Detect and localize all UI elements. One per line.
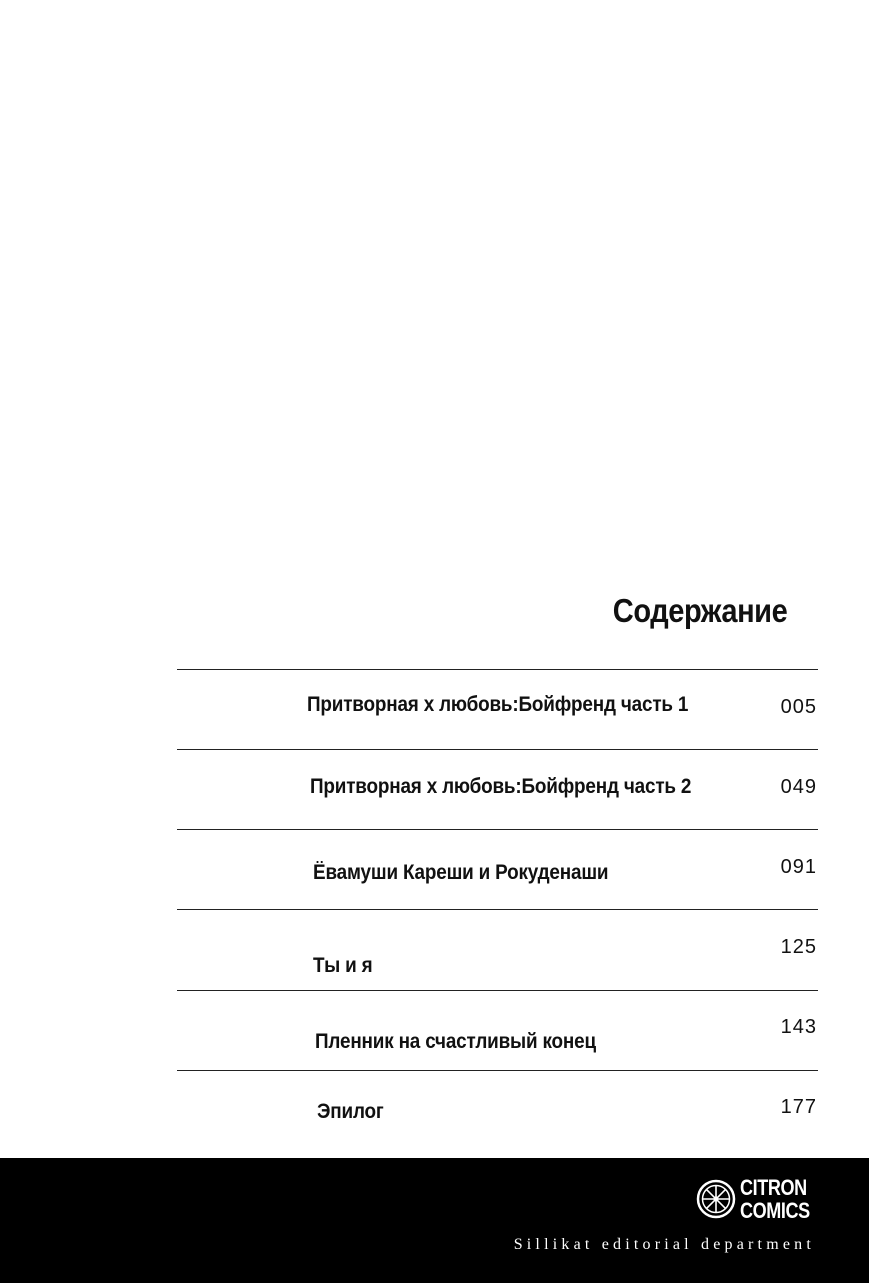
citrus-slice-icon xyxy=(696,1179,736,1219)
toc-title: Содержание xyxy=(612,592,787,629)
brand xyxy=(696,1176,825,1222)
brand-text xyxy=(740,1176,810,1222)
divider xyxy=(177,829,818,830)
brand-line-1: CITRON xyxy=(740,1175,807,1200)
toc-entry-title: Пленник на счастливый конец xyxy=(315,1030,596,1053)
divider xyxy=(177,1070,818,1071)
toc-entry-title: Ёвамуши Кареши и Рокуденаши xyxy=(313,861,609,884)
toc-entry-page: 049 xyxy=(780,776,817,798)
divider xyxy=(177,669,818,670)
toc-entry-page: 091 xyxy=(780,856,817,878)
toc-entry-page: 143 xyxy=(780,1016,817,1038)
toc-entry-page: 005 xyxy=(780,696,817,718)
divider xyxy=(177,749,818,750)
divider xyxy=(177,909,818,910)
toc-entry-page: 125 xyxy=(780,936,817,958)
divider xyxy=(177,990,818,991)
toc-entry-title: Притворная х любовь:Бойфренд часть 2 xyxy=(310,775,692,798)
brand-line-2: COMICS xyxy=(740,1198,810,1223)
toc-entry-title: Ты и я xyxy=(313,954,373,977)
toc-entry-title: Притворная х любовь:Бойфренд часть 1 xyxy=(307,693,689,716)
publisher-footer xyxy=(0,1158,869,1283)
toc-entry-page: 177 xyxy=(780,1096,817,1118)
toc-entry-title: Эпилог xyxy=(317,1100,384,1123)
department-label: Sillikat editorial department xyxy=(513,1236,815,1253)
